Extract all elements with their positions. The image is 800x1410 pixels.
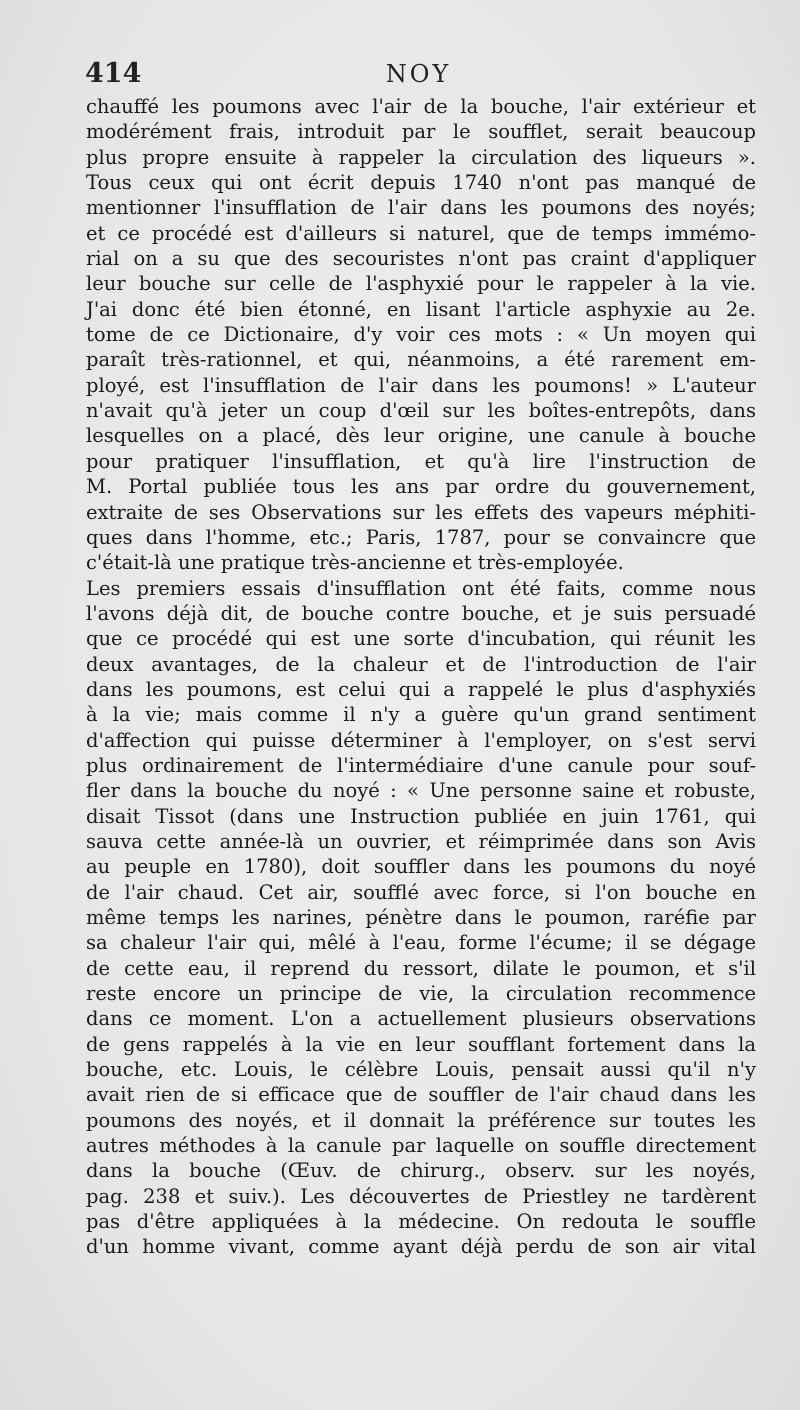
- text-line: rial on a su que des secouristes n'ont pas craint d'appliquer: [86, 247, 756, 271]
- text-line: dans la bouche (Œuv. de chirurg., observ. sur les noyés,: [86, 1159, 756, 1183]
- text-line: autres méthodes à la canule par laquelle on souffle directement: [86, 1134, 756, 1158]
- text-line: extraite de ses Observations sur les effets des vapeurs méphiti-: [86, 500, 756, 524]
- text-line: d'affection qui puisse déterminer à l'employer, on s'est servi: [86, 728, 756, 752]
- text-line: plus propre ensuite à rappeler la circulation des liqueurs ».: [86, 145, 756, 169]
- text-line: pag. 238 et suiv.). Les découvertes de Priestley ne tardèrent: [86, 1184, 756, 1208]
- text-line: Tous ceux qui ont écrit depuis 1740 n'ont pas manqué de: [86, 171, 756, 195]
- text-line: fler dans la bouche du noyé : « Une personne saine et robuste,: [86, 779, 756, 803]
- text-line: avait rien de si efficace que de souffler de l'air chaud dans les: [86, 1083, 756, 1107]
- text-line: J'ai donc été bien étonné, en lisant l'article asphyxie au 2e.: [86, 297, 756, 321]
- text-line: chauffé les poumons avec l'air de la bouche, l'air extérieur et: [86, 95, 756, 118]
- text-line: tome de ce Dictionaire, d'y voir ces mots : « Un moyen qui: [86, 323, 756, 347]
- text-line: l'avons déjà dit, de bouche contre bouche, et je suis persuadé: [86, 601, 756, 625]
- body-text: [86, 94, 756, 1260]
- text-line: de cette eau, il reprend du ressort, dilate le poumon, et s'il: [86, 956, 756, 980]
- text-line: leur bouche sur celle de l'asphyxié pour le rappeler à la vie.: [86, 272, 756, 296]
- page-header: [85, 58, 752, 90]
- text-line: ques dans l'homme, etc.; Paris, 1787, pour se convaincre que: [86, 525, 756, 549]
- text-line: d'un homme vivant, comme ayant déjà perdu de son air vital: [86, 1235, 756, 1259]
- running-head: NOY: [385, 60, 452, 88]
- text-line: sauva cette année-là un ouvrier, et réimprimée dans son Avis: [86, 829, 756, 853]
- text-line: à la vie; mais comme il n'y a guère qu'un grand sentiment: [86, 703, 756, 727]
- text-line: M. Portal publiée tous les ans par ordre du gouvernement,: [86, 475, 756, 499]
- text-line: n'avait qu'à jeter un coup d'œil sur les boîtes-entrepôts, dans: [86, 399, 756, 423]
- text-line: Les premiers essais d'insufflation ont été faits, comme nous: [86, 576, 756, 600]
- text-line: au peuple en 1780), doit souffler dans les poumons du noyé: [86, 855, 756, 879]
- text-line: de l'air chaud. Cet air, soufflé avec force, si l'on bouche en: [86, 880, 756, 904]
- text-line: modérément frais, introduit par le soufflet, serait beaucoup: [86, 120, 756, 144]
- page-number: 414: [85, 58, 142, 89]
- text-line: sa chaleur l'air qui, mêlé à l'eau, forme l'écume; il se dégage: [86, 931, 756, 955]
- text-line: dans les poumons, est celui qui a rappelé le plus d'asphyxiés: [86, 677, 756, 701]
- text-line: et ce procédé est d'ailleurs si naturel, que de temps immémo-: [86, 221, 756, 245]
- text-line: dans ce moment. L'on a actuellement plusieurs observations: [86, 1007, 756, 1031]
- text-line: bouche, etc. Louis, le célèbre Louis, pensait aussi qu'il n'y: [86, 1058, 756, 1082]
- text-line: lesquelles on a placé, dès leur origine, une canule à bouche: [86, 424, 756, 448]
- text-line: que ce procédé qui est une sorte d'incubation, qui réunit les: [86, 627, 756, 651]
- text-line: plus ordinairement de l'intermédiaire d'une canule pour souf-: [86, 753, 756, 777]
- text-line: disait Tissot (dans une Instruction publiée en juin 1761, qui: [86, 804, 756, 828]
- text-line: mentionner l'insufflation de l'air dans les poumons des noyés;: [86, 196, 756, 220]
- text-line: poumons des noyés, et il donnait la préférence sur toutes les: [86, 1108, 756, 1132]
- text-line: même temps les narines, pénètre dans le poumon, raréfie par: [86, 906, 756, 929]
- text-line: pas d'être appliquées à la médecine. On redouta le souffle: [86, 1210, 756, 1234]
- text-line: pour pratiquer l'insufflation, et qu'à lire l'instruction de: [86, 449, 756, 473]
- text-line: deux avantages, de la chaleur et de l'introduction de l'air: [86, 652, 756, 676]
- text-line: ployé, est l'insufflation de l'air dans les poumons! » L'auteur: [86, 373, 756, 397]
- text-line: de gens rappelés à la vie en leur soufflant fortement dans la: [86, 1032, 756, 1056]
- text-line: reste encore un principe de vie, la circulation recommence: [86, 982, 756, 1006]
- text-line: c'était-là une pratique très-ancienne et très-employée.: [86, 551, 624, 575]
- text-line: paraît très-rationnel, et qui, néanmoins, a été rarement em-: [86, 348, 756, 372]
